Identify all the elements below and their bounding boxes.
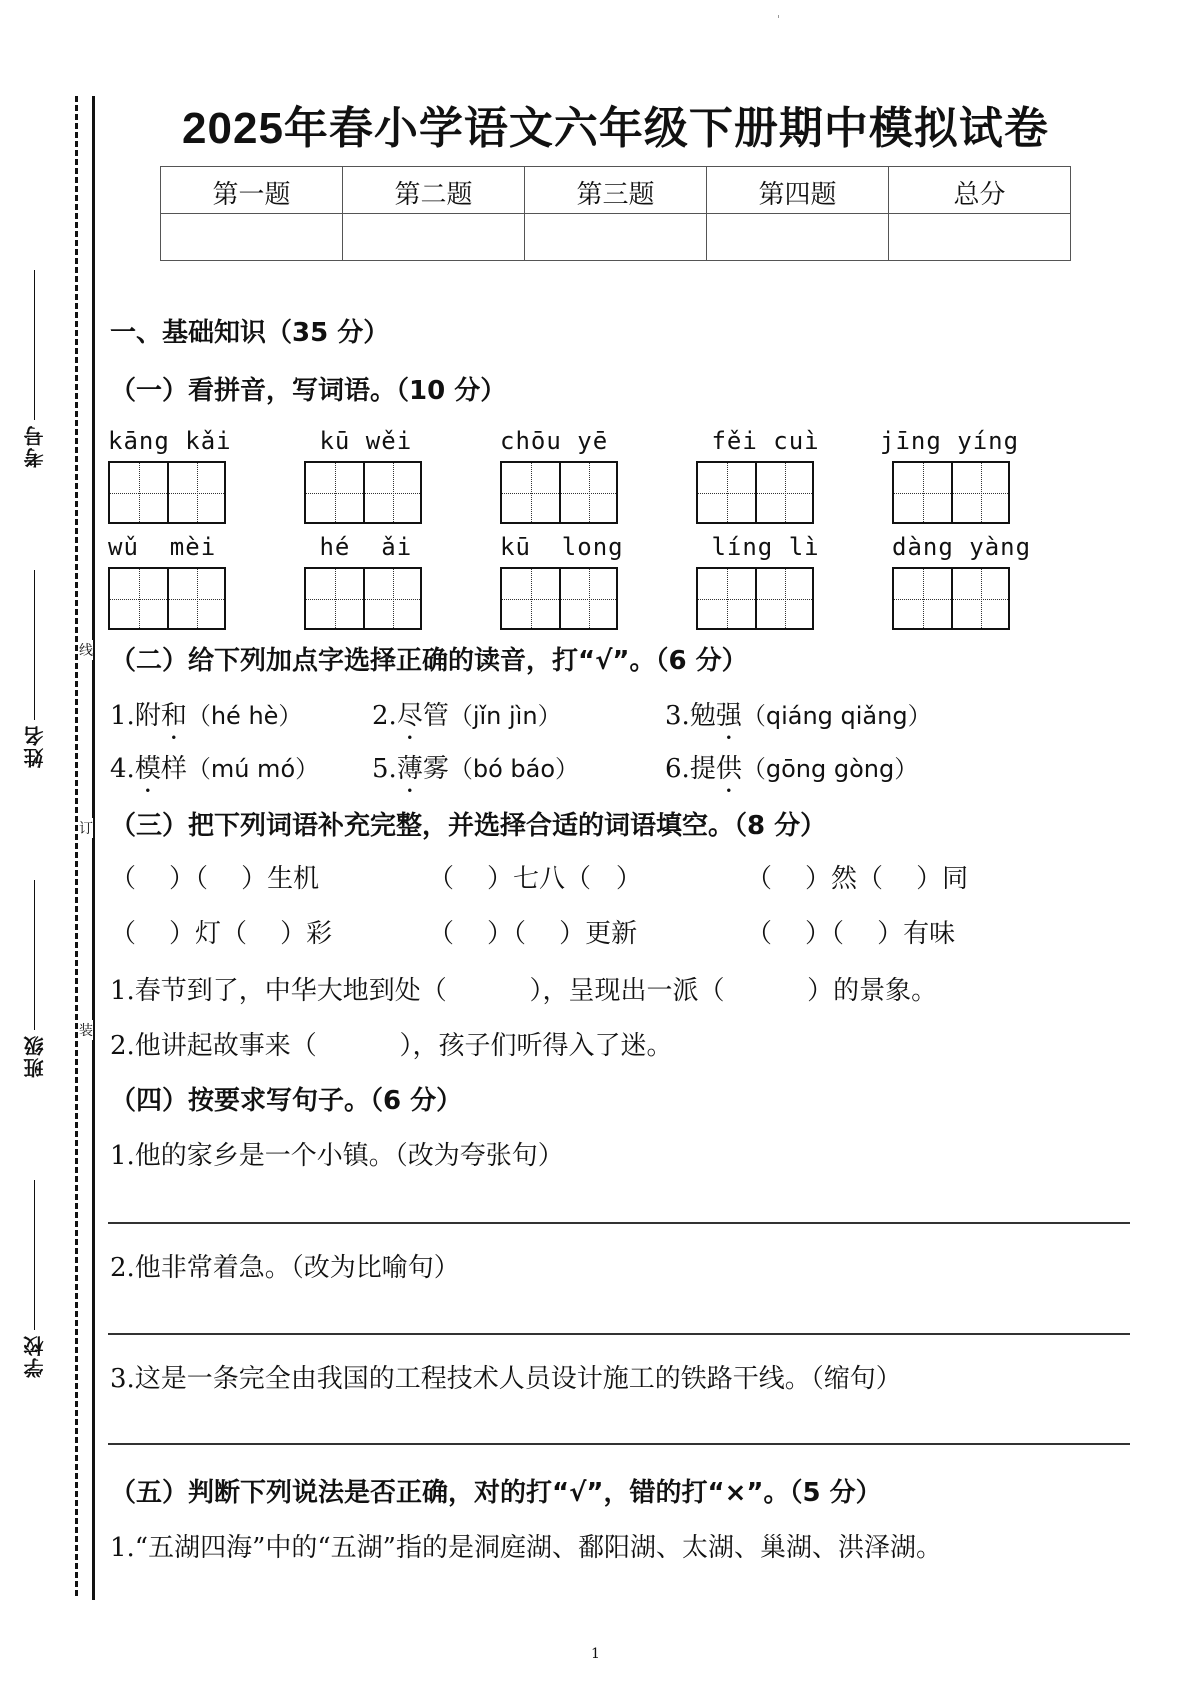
binding-mark-line: 线 [79,640,93,660]
pinyin-text: jīng yíng [880,427,1020,455]
score-cell-q4[interactable] [707,214,889,261]
writing-grid[interactable] [892,461,1010,524]
pinyin-item [880,427,1088,524]
name-field[interactable] [20,570,49,768]
idiom-row-2 [110,913,955,950]
dotted-char: 模 [134,754,161,784]
pinyin-item [500,533,696,630]
score-cell-q3[interactable] [525,214,707,261]
answer-line-1[interactable] [108,1222,1130,1224]
score-header-q2: 第二题 [343,167,525,214]
score-header-q4: 第四题 [707,167,889,214]
score-header-q3: 第三题 [525,167,707,214]
exam-number-field[interactable] [20,270,49,468]
school-label: 学校 [23,1334,47,1378]
answer-line-2[interactable] [108,1333,1130,1335]
true-false-question-1: 1.“五湖四海”中的“五湖”指的是洞庭湖、鄱阳湖、太湖、巢湖、洪泽湖。 [110,1533,942,1563]
school-field[interactable] [20,1180,49,1378]
pinyin-text: hé ǎi [304,533,413,561]
part2-heading: （二）给下列加点字选择正确的读音，打“√”。（6 分） [110,646,748,676]
idiom-blank-item[interactable]: （ ）七八（ ） [428,864,642,894]
writing-grid[interactable] [108,461,226,524]
pinyin-text: dàng yàng [892,533,1032,561]
pinyin-text: kū long [500,533,624,561]
part1-heading: （一）看拼音，写词语。（10 分） [110,376,507,406]
pronunciation-item-3: 3.勉强（qiáng qiǎng） [665,701,932,731]
school-underline [34,1180,35,1330]
idiom-blank-item[interactable]: （ ）（ ）更新 [428,919,638,949]
pinyin-item [304,427,500,524]
pinyin-row-2 [108,533,1088,630]
answer-line-3[interactable] [108,1443,1130,1445]
pinyin-text: kū wěi [304,427,413,455]
page-title: 2025年春小学语文六年级下册期中模拟试卷 [182,104,1049,153]
fill-in-sentence-2[interactable]: 2.他讲起故事来（ ），孩子们听得入了迷。 [110,1031,673,1061]
exam-number-label: 考号 [23,424,47,468]
pinyin-item [696,533,892,630]
writing-grid[interactable] [500,461,618,524]
idiom-blank-item[interactable]: （ ）（ ）生机 [110,864,320,894]
pronunciation-item-4: 4.模样（mú mó） [110,754,320,784]
idiom-blank-item[interactable]: （ ）（ ）有味 [746,919,956,949]
pinyin-item [108,533,304,630]
pronunciation-item-5: 5.薄雾（bó báo） [372,754,580,784]
idiom-blank-item[interactable]: （ ）然（ ）同 [746,864,969,894]
idiom-row-1 [110,858,968,895]
binding-mark-bind: 装 [79,1020,93,1040]
score-cell-q1[interactable] [161,214,343,261]
binding-solid-line [92,96,95,1600]
dotted-char: 尽 [396,701,423,731]
pronunciation-row-1 [110,695,932,732]
writing-grid[interactable] [500,567,618,630]
writing-grid[interactable] [892,567,1010,630]
binding-dashed-line [75,96,78,1596]
dotted-char: 和 [160,701,187,731]
idiom-blank-item[interactable]: （ ）灯（ ）彩 [110,919,333,949]
pinyin-item [500,427,696,524]
class-field[interactable] [20,880,49,1078]
pinyin-item [892,533,1088,630]
pinyin-text: fěi cuì [696,427,820,455]
name-label: 姓名 [23,724,47,768]
scan-speck [778,15,779,18]
pinyin-item [304,533,500,630]
pronunciation-options[interactable]: （qiáng qiǎng） [741,702,932,730]
part5-heading: （五）判断下列说法是否正确，对的打“√”，错的打“×”。（5 分） [110,1478,882,1508]
dotted-char: 供 [715,754,742,784]
pronunciation-options[interactable]: （jǐn jìn） [448,702,562,730]
dotted-char: 薄 [396,754,423,784]
score-table [160,166,1071,261]
pinyin-text: chōu yē [500,427,609,455]
pronunciation-row-2 [110,748,918,785]
binding-mark-order: 订 [79,818,93,838]
class-label: 班级 [23,1034,47,1078]
pinyin-item [696,427,892,524]
score-cell-total[interactable] [889,214,1071,261]
pronunciation-options[interactable]: （gōng gòng） [741,755,919,783]
dotted-char: 强 [715,701,742,731]
fill-in-sentence-1[interactable]: 1.春节到了，中华大地到处（ ），呈现出一派（ ）的景象。 [110,976,938,1006]
rewrite-question-1: 1.他的家乡是一个小镇。（改为夸张句） [110,1141,564,1171]
score-header-q1: 第一题 [161,167,343,214]
writing-grid[interactable] [304,461,422,524]
writing-grid[interactable] [108,567,226,630]
pronunciation-item-1: 1.附和（hé hè） [110,701,303,731]
page-number: 1 [591,1646,600,1662]
writing-grid[interactable] [696,567,814,630]
pinyin-text: líng lì [696,533,820,561]
pinyin-text: kāng kǎi [108,427,232,455]
writing-grid[interactable] [304,567,422,630]
score-cell-q2[interactable] [343,214,525,261]
pronunciation-options[interactable]: （hé hè） [186,702,303,730]
pinyin-row-1 [108,427,1088,524]
rewrite-question-2: 2.他非常着急。（改为比喻句） [110,1253,460,1283]
writing-grid[interactable] [696,461,814,524]
pinyin-text: wǔ mèi [108,533,217,561]
part3-heading: （三）把下列词语补充完整，并选择合适的词语填空。（8 分） [110,811,827,841]
section-heading-basics: 一、基础知识（35 分） [110,318,390,348]
pronunciation-options[interactable]: （mú mó） [186,755,320,783]
class-underline [34,880,35,1030]
exam-number-underline [34,270,35,420]
pinyin-item [108,427,304,524]
pronunciation-options[interactable]: （bó báo） [448,755,580,783]
part4-heading: （四）按要求写句子。（6 分） [110,1086,463,1116]
rewrite-question-3: 3.这是一条完全由我国的工程技术人员设计施工的铁路干线。（缩句） [110,1364,902,1394]
name-underline [34,570,35,720]
pronunciation-item-6: 6.提供（gōng gòng） [665,754,919,784]
pronunciation-item-2: 2.尽管（jǐn jìn） [372,701,562,731]
score-header-total: 总分 [889,167,1071,214]
